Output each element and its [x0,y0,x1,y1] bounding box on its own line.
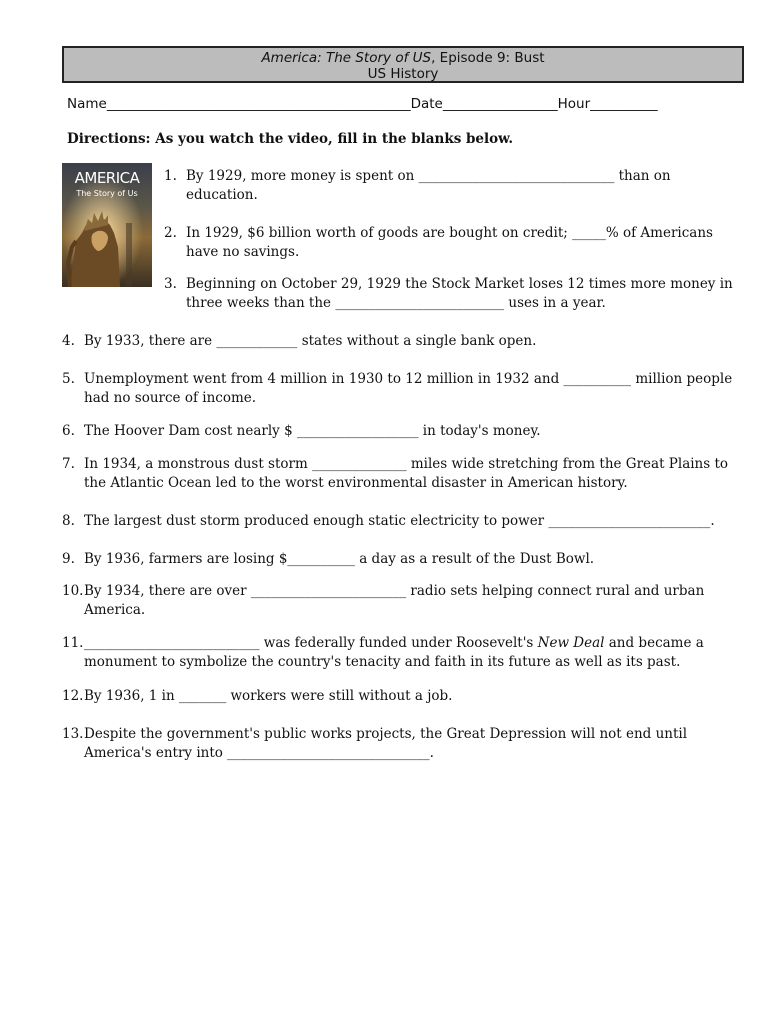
question-number: 13. [62,726,84,742]
question-number: 10. [62,583,84,599]
question-text: The Hoover Dam cost nearly $ __________________ in today's money. [84,423,541,439]
question-13 [62,725,746,763]
cover-subtitle: The Story of Us [76,189,138,198]
dvd-cover-image [62,163,152,287]
question-5 [62,370,746,408]
question-text: Beginning on October 29, 1929 the Stock Market loses 12 times more money in three weeks than the _________________________ uses in a year. [186,276,733,311]
header-subtitle: US History [367,66,439,82]
worksheet-header [62,46,744,83]
question-number: 4. [62,333,75,349]
question-7 [62,455,746,493]
cover-title: AMERICA [74,169,140,187]
question-number: 5. [62,371,75,387]
question-number: 6. [62,423,75,439]
student-info-line [67,96,747,112]
name-field[interactable]: _____________________________________________ [106,96,411,112]
question-text: By 1934, there are over _______________________ radio sets helping connect rural and urban America. [84,583,705,618]
question-10 [62,582,746,620]
header-title [64,50,742,66]
directions-text: Directions: As you watch the video, fill in the blanks below. [67,131,514,147]
question-text: By 1936, farmers are losing $__________ a day as a result of the Dust Bowl. [84,551,595,567]
question-text: By 1933, there are ____________ states without a single bank open. [84,333,537,349]
hour-label: Hour [557,96,591,112]
question-text-before: __________________________ was federally funded under Roosevelt's [84,635,538,651]
question-text: Unemployment went from 4 million in 1930 to 12 million in 1932 and __________ million people had no source of income. [84,371,733,406]
name-label: Name [67,96,107,112]
question-1 [164,167,744,205]
question-8 [62,512,746,531]
question-3 [164,275,744,313]
question-number: 12. [62,688,84,704]
question-text: In 1934, a monstrous dust storm ______________ miles wide stretching from the Great Plains to the Atlantic Ocean led to the worst environmental disaster in American history. [84,456,729,491]
question-4 [62,332,746,351]
date-label: Date [410,96,443,112]
hour-field[interactable]: __________ [590,96,658,112]
question-number: 9. [62,551,75,567]
question-2 [164,224,744,262]
question-9 [62,550,746,569]
question-text: By 1936, 1 in _______ workers were still without a job. [84,688,453,704]
question-number: 11. [62,635,84,651]
question-text-after: and became a monument to symbolize the country's tenacity and faith in its future as well as its past. [84,635,704,670]
question-text: Despite the government's public works projects, the Great Depression will not end until America's entry into ______________________________. [84,726,688,761]
header-title-italic: America: The Story of US [261,50,432,66]
question-number: 1. [164,168,177,184]
question-text: The largest dust storm produced enough static electricity to power ________________________. [84,513,715,529]
question-text [62,634,746,672]
question-text: By 1929, more money is spent on _____________________________ than on education. [186,168,671,203]
question-number: 8. [62,513,75,529]
question-12 [62,687,746,706]
question-number: 3. [164,276,177,292]
question-6 [62,422,746,441]
question-number: 2. [164,225,177,241]
date-field[interactable]: _________________ [442,96,558,112]
question-text-italic: New Deal [537,635,605,651]
question-number: 7. [62,456,75,472]
question-11 [62,634,746,672]
question-text: In 1929, $6 billion worth of goods are bought on credit; _____% of Americans have no savings. [186,225,713,260]
header-title-rest: , Episode 9: Bust [431,50,545,66]
